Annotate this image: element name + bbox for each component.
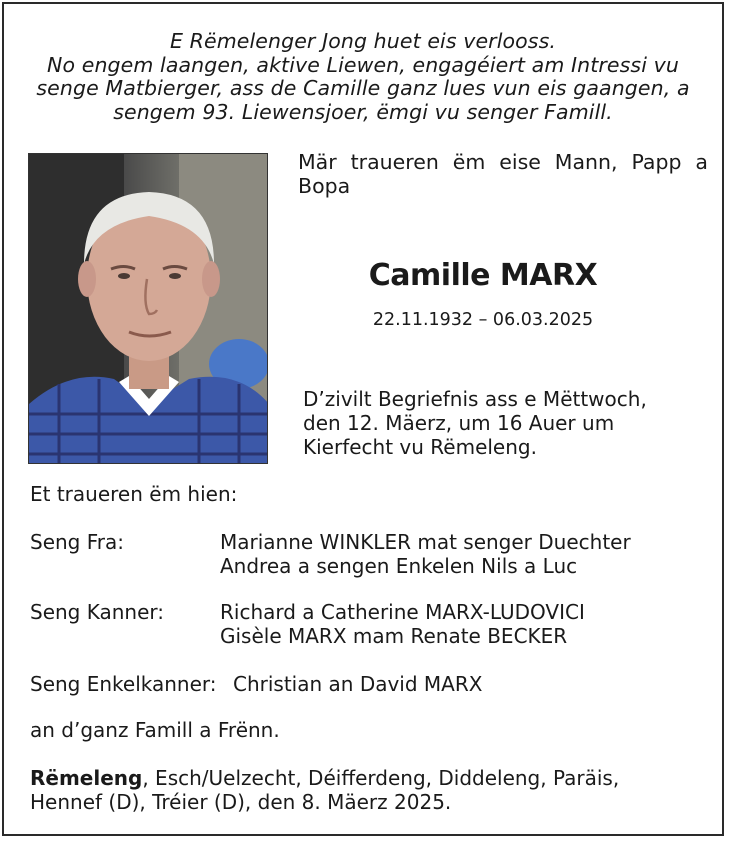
children-line: Richard a Catherine MARX-LUDOVICI — [220, 600, 585, 624]
family-line: an d’ganz Famill a Frënn. — [30, 718, 280, 742]
funeral-line: D’zivilt Begriefnis ass e Mëttwoch, — [303, 387, 647, 411]
life-dates: 22.11.1932 – 06.03.2025 — [372, 310, 594, 330]
place-list: , Esch/Uelzecht, Déifferdeng, Diddeleng, Paräis, — [142, 766, 620, 790]
wife-line: Marianne WINKLER mat senger Duechter — [220, 530, 631, 554]
funeral-info — [303, 387, 703, 459]
grandchildren-label: Seng Enkelkanner: — [30, 672, 217, 696]
quote-line: sengem 93. Liewensjoer, ëmgi vu senger Famill. — [113, 99, 613, 124]
funeral-line: den 12. Mäerz, um 16 Auer um — [303, 411, 615, 435]
place-bold: Rëmeleng — [30, 766, 143, 790]
wife-line: Andrea a sengen Enkelen Nils a Luc — [220, 554, 578, 578]
funeral-line: Kierfecht vu Rëmeleng. — [303, 435, 537, 459]
place-date-line-2: Hennef (D), Tréier (D), den 8. Mäerz 2025. — [30, 790, 452, 814]
wife-label: Seng Fra: — [30, 530, 124, 554]
children-line: Gisèle MARX mam Renate BECKER — [220, 624, 568, 648]
place-date-line — [30, 766, 619, 790]
mourning-line: Mär traueren ëm eise Mann, Papp a Bopa — [298, 150, 708, 198]
mourners-intro: Et traueren ëm hien: — [30, 482, 238, 506]
children-names — [220, 600, 585, 648]
portrait-photo — [28, 153, 268, 464]
children-label: Seng Kanner: — [30, 600, 165, 624]
deceased-name: Camille MARX — [368, 258, 598, 293]
wife-names — [220, 530, 631, 578]
opening-quote — [10, 30, 716, 124]
quote-line: E Rëmelenger Jong huet eis verlooss. — [170, 29, 556, 53]
quote-line: senge Matbierger, ass de Camille ganz lues vun eis gaangen, a — [36, 76, 690, 100]
grandchildren-names: Christian an David MARX — [233, 672, 483, 696]
quote-line: No engem laangen, aktive Liewen, engagéiert am Intressi vu — [47, 52, 679, 77]
